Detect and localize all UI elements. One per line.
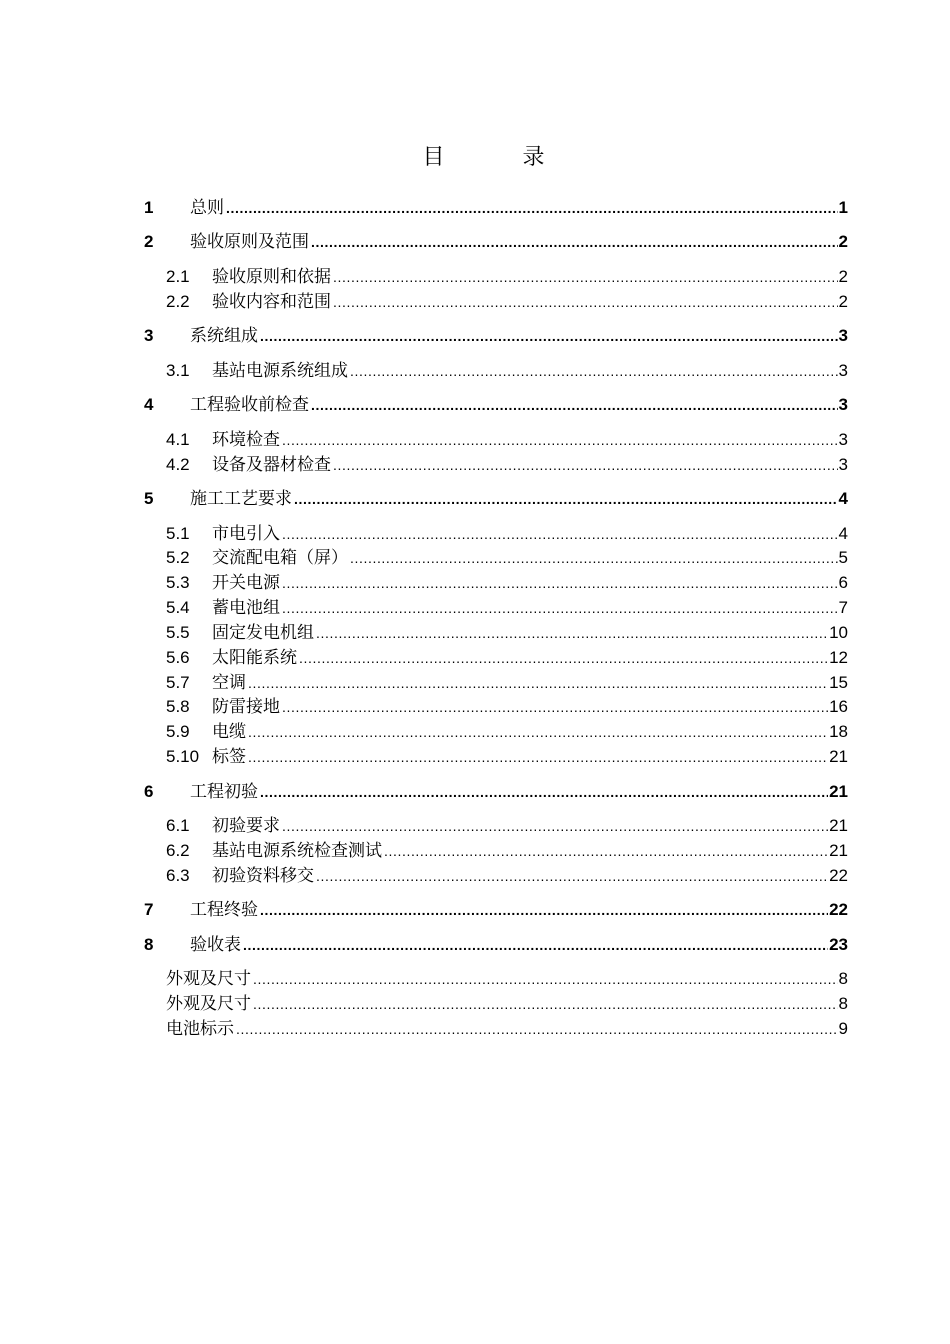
toc-entry[interactable]: [0, 621, 950, 645]
toc-entry-page: 22: [829, 866, 848, 885]
toc-entry-number: 2: [144, 232, 154, 251]
toc-entry-page: 2: [838, 292, 848, 311]
toc-entry-number: 5: [144, 489, 154, 508]
toc-entry-label: 固定发电机组: [212, 623, 314, 643]
toc-entry-number: 5.9: [166, 722, 190, 741]
toc-entry-label: 设备及器材检查: [212, 455, 331, 475]
toc-entry[interactable]: [0, 290, 950, 314]
toc-leader-dots: [260, 898, 828, 922]
toc-entry-number: 5.5: [166, 623, 190, 642]
toc-entry-label: 初验要求: [212, 816, 280, 836]
toc-leader-dots: [333, 453, 838, 477]
toc-leader-dots: [333, 265, 838, 289]
toc-entry-page: 15: [829, 673, 848, 692]
toc-entry-number: 1: [144, 198, 154, 217]
toc-title: 目 录: [422, 145, 573, 170]
toc-entry-label: 验收表: [190, 935, 241, 955]
toc-entry-page: 23: [829, 935, 848, 954]
toc-entry-page: 1: [838, 198, 848, 217]
toc-leader-dots: [282, 571, 838, 595]
toc-entry-number: 6.3: [166, 866, 190, 885]
toc-entry-label: 施工工艺要求: [190, 489, 292, 509]
toc-leader-dots: [282, 695, 828, 719]
toc-entry-page: 16: [829, 697, 848, 716]
toc-entry-page: 21: [829, 747, 848, 766]
toc-entry-label: 基站电源系统组成: [212, 361, 348, 381]
toc-entry[interactable]: [0, 546, 950, 570]
toc-leader-dots: [253, 967, 838, 991]
toc-entry-page: 3: [838, 326, 848, 345]
toc-entry-page: 3: [838, 455, 848, 474]
toc-leader-dots: [316, 621, 828, 645]
toc-entry-label: 工程终验: [190, 900, 258, 920]
toc-entry-label: 空调: [212, 673, 246, 693]
toc-leader-dots: [311, 230, 838, 254]
toc-entry-label: 初验资料移交: [212, 866, 314, 886]
toc-entry-page: 21: [829, 816, 848, 835]
toc-entry[interactable]: [0, 992, 950, 1016]
toc-entry-number: 6: [144, 782, 154, 801]
toc-entry-page: 4: [838, 524, 848, 543]
toc-entry-label: 太阳能系统: [212, 648, 297, 668]
toc-entry-label: 标签: [212, 747, 246, 767]
toc-leader-dots: [260, 780, 828, 804]
toc-entry[interactable]: [0, 265, 950, 289]
toc-entry-page: 3: [838, 430, 848, 449]
toc-entry[interactable]: [0, 839, 950, 863]
toc-entry-number: 5.7: [166, 673, 190, 692]
toc-entry-number: 2.2: [166, 292, 190, 311]
toc-entry-label: 市电引入: [212, 524, 280, 544]
toc-entry[interactable]: [0, 487, 950, 511]
toc-entry-number: 4: [144, 395, 154, 414]
toc-leader-dots: [236, 1017, 838, 1041]
toc-entry[interactable]: [0, 780, 950, 804]
toc-entry-page: 22: [829, 900, 848, 919]
toc-leader-dots: [350, 359, 838, 383]
toc-entry-label: 系统组成: [190, 326, 258, 346]
toc-entry-number: 5.1: [166, 524, 190, 543]
toc-entry-label: 工程验收前检查: [190, 395, 309, 415]
toc-entry[interactable]: [0, 745, 950, 769]
toc-entry-label: 验收原则和依据: [212, 267, 331, 287]
toc-leader-dots: [248, 720, 828, 744]
toc-leader-dots: [248, 671, 828, 695]
toc-entry[interactable]: [0, 864, 950, 888]
toc-entry-number: 8: [144, 935, 154, 954]
toc-entry[interactable]: [0, 695, 950, 719]
toc-entry-label: 交流配电箱（屏）: [212, 548, 348, 568]
toc-entry-page: 12: [829, 648, 848, 667]
toc-entry[interactable]: [0, 933, 950, 957]
toc-leader-dots: [294, 487, 838, 511]
toc-entry-page: 4: [838, 489, 848, 508]
toc-entry[interactable]: [0, 196, 950, 220]
toc-entry-page: 3: [838, 361, 848, 380]
toc-leader-dots: [350, 546, 838, 570]
toc-leader-dots: [260, 324, 838, 348]
toc-leader-dots: [282, 814, 828, 838]
toc-entry-label: 外观及尺寸: [166, 969, 251, 989]
toc-entry-number: 6.1: [166, 816, 190, 835]
toc-entry[interactable]: [0, 671, 950, 695]
toc-entry-page: 7: [838, 598, 848, 617]
toc-entry-page: 8: [838, 969, 848, 988]
toc-entry-number: 5.3: [166, 573, 190, 592]
toc-entry[interactable]: [0, 393, 950, 417]
toc-entry[interactable]: [0, 359, 950, 383]
toc-entry-label: 开关电源: [212, 573, 280, 593]
toc-entry-label: 总则: [190, 198, 224, 218]
toc-entry[interactable]: [0, 453, 950, 477]
toc-entry-page: 2: [838, 267, 848, 286]
toc-entry-number: 3.1: [166, 361, 190, 380]
toc-entry-number: 5.4: [166, 598, 190, 617]
toc-entry[interactable]: [0, 230, 950, 254]
toc-entry-number: 5.2: [166, 548, 190, 567]
toc-entry-label: 外观及尺寸: [166, 994, 251, 1014]
toc-entry-page: 21: [829, 782, 848, 801]
toc-leader-dots: [384, 839, 828, 863]
toc-entry-page: 8: [838, 994, 848, 1013]
toc-entry-number: 5.6: [166, 648, 190, 667]
toc-leader-dots: [253, 992, 838, 1016]
toc-entry-page: 3: [838, 395, 848, 414]
toc-entry[interactable]: [0, 967, 950, 991]
toc-entry[interactable]: [0, 571, 950, 595]
toc-leader-dots: [282, 596, 838, 620]
toc-entry-number: 5.10: [166, 747, 200, 766]
toc-entry-label: 工程初验: [190, 782, 258, 802]
toc-entry[interactable]: [0, 1017, 950, 1041]
toc-entry[interactable]: [0, 324, 950, 348]
toc-entry-label: 基站电源系统检查测试: [212, 841, 382, 861]
toc-entry[interactable]: [0, 898, 950, 922]
toc-leader-dots: [299, 646, 828, 670]
toc-entry-page: 10: [829, 623, 848, 642]
toc-leader-dots: [316, 864, 828, 888]
toc-entry-label: 防雷接地: [212, 697, 280, 717]
toc-entry-label: 验收原则及范围: [190, 232, 309, 252]
toc-entry-number: 4.2: [166, 455, 190, 474]
toc-entry[interactable]: [0, 720, 950, 744]
toc-leader-dots: [282, 522, 838, 546]
toc-entry[interactable]: [0, 522, 950, 546]
toc-entry-number: 7: [144, 900, 154, 919]
toc-entry[interactable]: [0, 814, 950, 838]
toc-leader-dots: [333, 290, 838, 314]
toc-entry-page: 5: [838, 548, 848, 567]
toc-entry-number: 5.8: [166, 697, 190, 716]
toc-entry-page: 2: [838, 232, 848, 251]
toc-entry-label: 蓄电池组: [212, 598, 280, 618]
toc-entry-label: 验收内容和范围: [212, 292, 331, 312]
toc-entry-number: 2.1: [166, 267, 190, 286]
toc-leader-dots: [311, 393, 838, 417]
toc-entry-page: 21: [829, 841, 848, 860]
toc-entry-label: 电缆: [212, 722, 246, 742]
toc-entry[interactable]: [0, 596, 950, 620]
toc-leader-dots: [243, 933, 828, 957]
toc-entry[interactable]: [0, 646, 950, 670]
toc-entry-page: 6: [838, 573, 848, 592]
toc-entry-page: 9: [838, 1019, 848, 1038]
toc-leader-dots: [248, 745, 828, 769]
toc-entry-page: 18: [829, 722, 848, 741]
toc-entry-number: 6.2: [166, 841, 190, 860]
toc-entry-label: 电池标示: [166, 1019, 234, 1039]
toc-leader-dots: [226, 196, 838, 220]
toc-leader-dots: [282, 428, 838, 452]
toc-entry-number: 3: [144, 326, 154, 345]
toc-entry-number: 4.1: [166, 430, 190, 449]
toc-entry[interactable]: [0, 428, 950, 452]
toc-entry-label: 环境检查: [212, 430, 280, 450]
